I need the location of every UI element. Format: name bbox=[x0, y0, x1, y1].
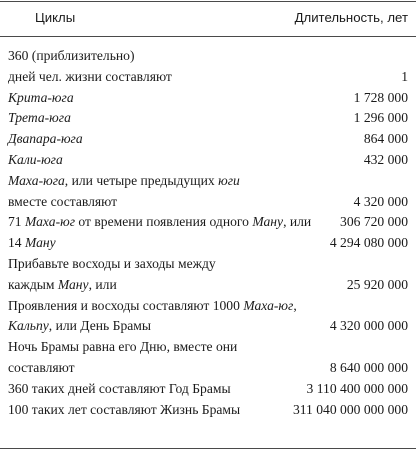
header-rule bbox=[0, 36, 416, 37]
table-row bbox=[0, 379, 416, 399]
table-row bbox=[0, 212, 416, 232]
cycle-label bbox=[8, 212, 311, 232]
duration-value: 1 bbox=[401, 68, 408, 84]
italic-term: Кали-юга bbox=[8, 152, 63, 167]
label-text: , или bbox=[283, 214, 312, 230]
column-header-duration: Длительность, лет bbox=[294, 10, 408, 25]
italic-term: Маха-юга bbox=[8, 172, 65, 188]
label-text: Ночь Брамы равна его Дню, вместе они bbox=[8, 339, 238, 355]
label-text: дней чел. жизни составляют bbox=[8, 68, 172, 84]
label-text: от времени появления одного bbox=[75, 214, 253, 230]
italic-term: Крита-юга bbox=[8, 89, 74, 105]
duration-value: 4 320 000 bbox=[353, 193, 408, 209]
table-row bbox=[0, 192, 416, 212]
table-row bbox=[0, 150, 416, 170]
italic-term: Маха-юг bbox=[25, 214, 75, 230]
label-text: 100 таких лет составляют Жизнь Брамы bbox=[8, 401, 241, 417]
table-row bbox=[0, 400, 416, 420]
label-text: составляют bbox=[8, 360, 75, 375]
italic-term: юги bbox=[218, 172, 240, 188]
table-row bbox=[0, 67, 416, 87]
cycle-label bbox=[8, 296, 297, 316]
table-row bbox=[0, 171, 416, 191]
table-bottom-rule bbox=[0, 448, 416, 449]
cycle-label bbox=[8, 88, 74, 108]
italic-term: Кальпу bbox=[8, 318, 49, 334]
duration-value: 1 728 000 bbox=[353, 89, 408, 105]
cycle-label bbox=[8, 46, 135, 66]
italic-term: Трета-юга bbox=[8, 110, 71, 126]
table-top-rule bbox=[0, 1, 416, 2]
duration-value: 25 920 000 bbox=[346, 276, 408, 292]
cycle-label bbox=[8, 108, 71, 128]
cycle-label bbox=[8, 129, 83, 149]
table-row bbox=[0, 46, 416, 66]
cycle-label bbox=[8, 150, 63, 170]
table-row bbox=[0, 108, 416, 128]
cycle-label bbox=[8, 275, 117, 295]
label-text: 14 bbox=[8, 235, 25, 251]
duration-value: 306 720 000 bbox=[340, 214, 408, 230]
cycle-label bbox=[8, 67, 172, 87]
table-row bbox=[0, 88, 416, 108]
label-text: Проявления и восходы составляют 1000 bbox=[8, 297, 244, 313]
table-row bbox=[0, 296, 416, 316]
label-text: , или День Брамы bbox=[48, 318, 152, 334]
duration-value: 864 000 bbox=[363, 131, 408, 147]
italic-term: Ману bbox=[25, 235, 56, 251]
cycle-label bbox=[8, 316, 151, 336]
table-row bbox=[0, 358, 416, 378]
table-row bbox=[0, 129, 416, 149]
table-row bbox=[0, 233, 416, 253]
cycle-label bbox=[8, 233, 56, 253]
cycle-label bbox=[8, 192, 117, 212]
label-text: , или четыре предыдущих bbox=[64, 172, 219, 188]
label-text: вместе составляют bbox=[8, 193, 118, 209]
label-text: каждым bbox=[8, 276, 58, 292]
cycle-label bbox=[8, 254, 216, 274]
column-header-cycles: Циклы bbox=[35, 10, 76, 25]
duration-value: 3 110 400 000 000 bbox=[306, 380, 408, 396]
table-row bbox=[0, 337, 416, 357]
cycle-label bbox=[8, 358, 75, 378]
italic-term: Маха-юг bbox=[243, 297, 294, 313]
label-text: 360 (приблизительно) bbox=[8, 48, 135, 63]
duration-value: 311 040 000 000 000 bbox=[292, 401, 408, 417]
duration-value: 8 640 000 000 bbox=[329, 360, 408, 375]
label-text: 71 bbox=[8, 214, 25, 230]
italic-term: Двапара-юга bbox=[8, 131, 83, 147]
table-row bbox=[0, 254, 416, 274]
duration-value: 4 294 080 000 bbox=[329, 235, 408, 251]
label-text: , или bbox=[88, 276, 117, 292]
cycle-label bbox=[8, 379, 231, 399]
cycle-label bbox=[8, 400, 240, 420]
label-text: Прибавьте восходы и заходы между bbox=[8, 256, 216, 271]
duration-value: 432 000 bbox=[363, 152, 408, 167]
label-text: , bbox=[293, 297, 297, 313]
table-row bbox=[0, 316, 416, 336]
table-row bbox=[0, 275, 416, 295]
italic-term: Ману bbox=[252, 214, 284, 230]
cycle-label bbox=[8, 337, 237, 357]
cycle-label bbox=[8, 171, 240, 191]
duration-value: 4 320 000 000 bbox=[329, 318, 408, 334]
duration-value: 1 296 000 bbox=[353, 110, 408, 126]
label-text: 360 таких дней составляют Год Брамы bbox=[8, 380, 231, 396]
italic-term: Ману bbox=[57, 276, 89, 292]
